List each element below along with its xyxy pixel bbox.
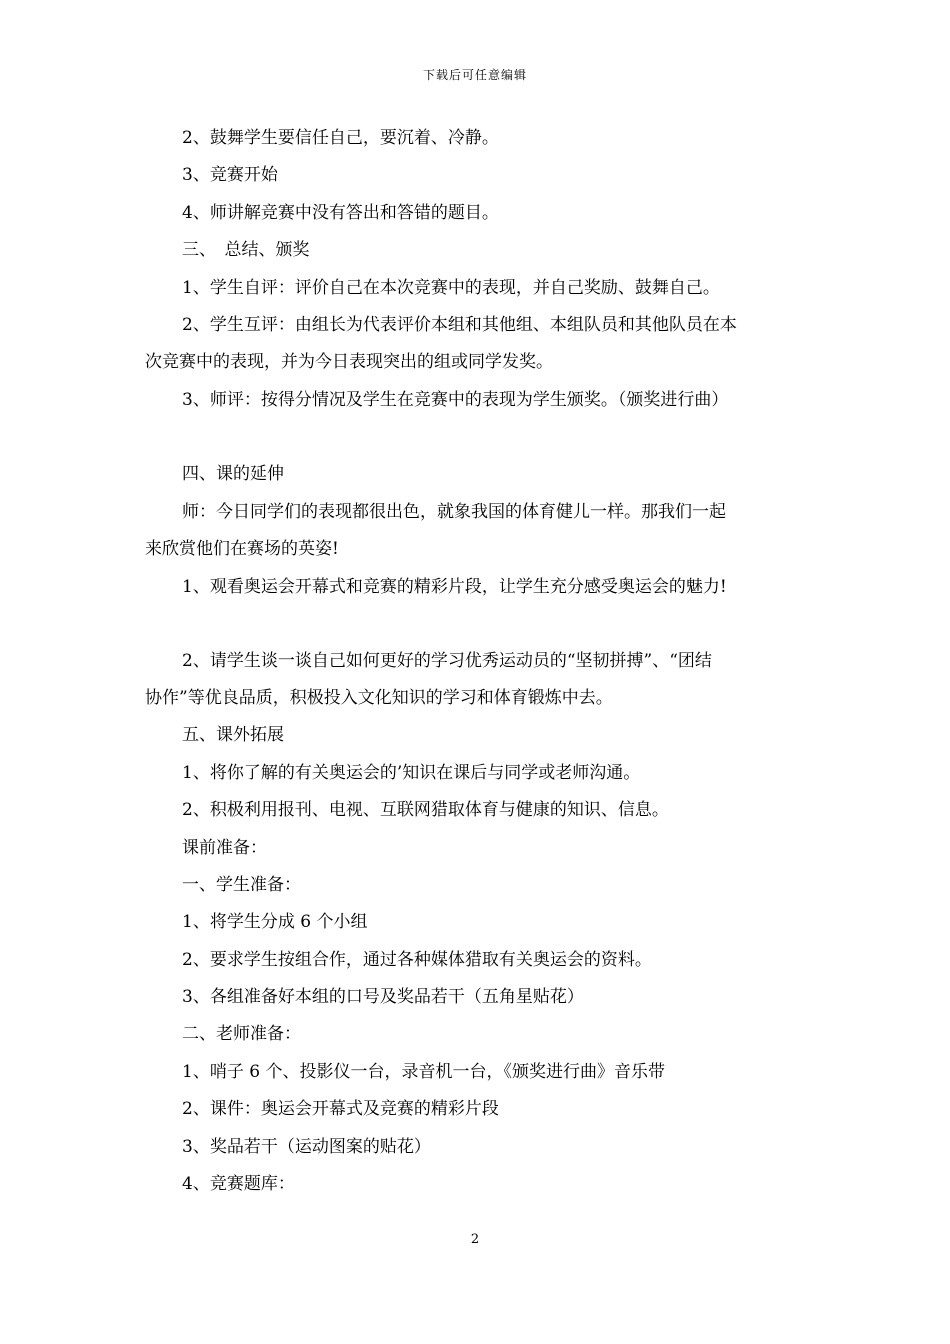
section-heading: 二、老师准备： [182, 1024, 301, 1044]
text-line: 3、奖品若干（运动图案的贴花） [182, 1137, 431, 1157]
section-heading: 一、学生准备： [182, 875, 301, 895]
section-heading: 课前准备： [182, 838, 267, 858]
text-line: 4、竞赛题库： [182, 1174, 295, 1194]
text-line: 4、师讲解竞赛中没有答出和答错的题目。 [182, 203, 499, 223]
text-line: 2、学生互评：由组长为代表评价本组和其他组、本组队员和其他队员在本 [182, 315, 737, 335]
section-heading: 四、课的延伸 [182, 464, 284, 484]
text-line: 3、师评：按得分情况及学生在竞赛中的表现为学生颁奖。（颁奖进行曲） [182, 390, 729, 410]
text-line: 1、将学生分成 6 个小组 [182, 912, 368, 932]
page-header: 下载后可任意编辑 [422, 68, 527, 82]
text-line: 次竞赛中的表现，并为今日表现突出的组或同学发奖。 [145, 352, 553, 372]
text-line: 师：今日同学们的表现都很出色，就象我国的体育健儿一样。那我们一起 [182, 502, 726, 522]
text-line: 协作”等优良品质，积极投入文化知识的学习和体育锻炼中去。 [145, 688, 613, 708]
text-line: 2、积极利用报刊、电视、互联网猎取体育与健康的知识、信息。 [182, 800, 669, 820]
text-line: 1、学生自评：评价自己在本次竞赛中的表现，并自己奖励、鼓舞自己。 [182, 278, 720, 298]
text-line: 2、鼓舞学生要信任自己，要沉着、冷静。 [182, 128, 499, 148]
text-line: 2、要求学生按组合作，通过各种媒体猎取有关奥运会的资料。 [182, 950, 652, 970]
section-heading: 三、 总结、颁奖 [182, 240, 310, 260]
text-line: 1、观看奥运会开幕式和竞赛的精彩片段，让学生充分感受奥运会的魅力! [182, 577, 727, 597]
text-line: 1、哨子 6 个、投影仪一台，录音机一台，《颁奖进行曲》音乐带 [182, 1062, 665, 1082]
section-heading: 五、课外拓展 [182, 725, 284, 745]
page-number: 2 [470, 1232, 480, 1247]
text-line: 2、课件：奥运会开幕式及竞赛的精彩片段 [182, 1099, 499, 1119]
text-line: 2、请学生谈一谈自己如何更好的学习优秀运动员的“坚韧拼搏”、“团结 [182, 651, 712, 671]
text-line: 3、竞赛开始 [182, 165, 278, 185]
text-line: 1、将你了解的有关奥运会的’知识在课后与同学或老师沟通。 [182, 763, 641, 783]
text-line: 3、各组准备好本组的口号及奖品若干（五角星贴花） [182, 987, 584, 1007]
text-line: 来欣赏他们在赛场的英姿! [145, 539, 339, 559]
